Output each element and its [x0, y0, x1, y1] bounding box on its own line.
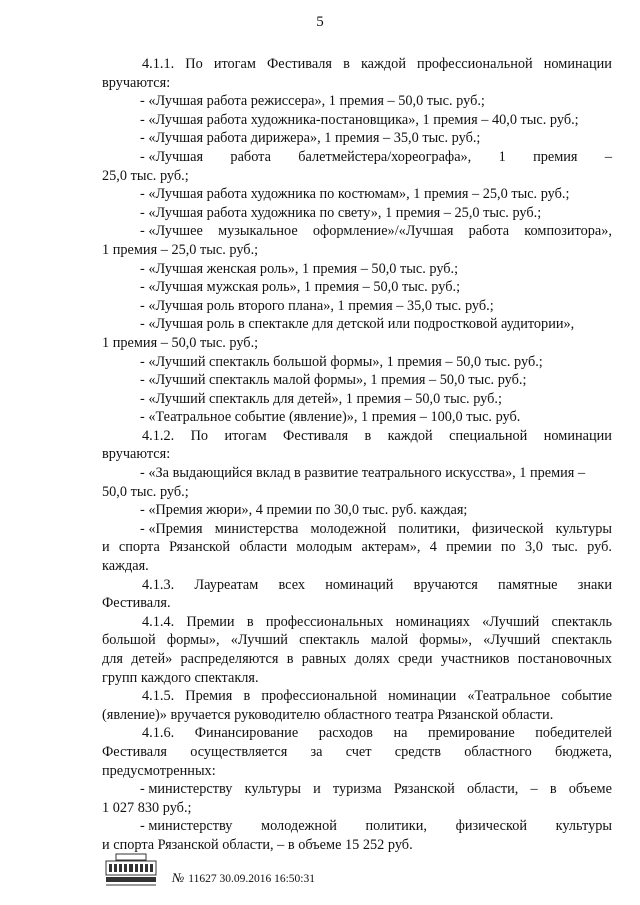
word: политики, — [398, 520, 460, 537]
word: вручаются — [413, 576, 478, 593]
page-number: 5 — [316, 14, 324, 30]
word: Финансирование — [194, 725, 299, 742]
word: долях — [354, 651, 390, 667]
word: «Театральное — [467, 688, 551, 705]
list-item: - «Лучшая роль второго плана», 1 премия – 35,0 тыс. руб.; — [140, 297, 494, 314]
word: По — [190, 427, 209, 444]
word: профессиональных — [265, 613, 384, 630]
word: в — [243, 688, 251, 705]
word: итогам — [213, 56, 256, 72]
list-item: - «Лучшая женская роль», 1 премия – 50,0 тыс. руб.; — [140, 260, 459, 277]
word: в — [286, 651, 294, 667]
word: номинации — [543, 56, 612, 72]
word: молодежной — [310, 520, 387, 537]
word: номинации — [543, 427, 612, 444]
word: детей» — [131, 651, 173, 667]
list-item: - «Лучшая работа художника по свету», 1 премия – 25,0 тыс. руб.; — [140, 204, 542, 221]
word: композитора», — [524, 223, 612, 240]
list-item: - «Лучшая работа художника по костюмам», 1 премия – 25,0 тыс. руб.; — [140, 186, 570, 203]
word: молодежной — [261, 818, 337, 835]
word: каждой — [387, 427, 433, 444]
word: – — [530, 781, 538, 798]
word: Лауреатам — [194, 576, 259, 593]
word: счет — [345, 743, 372, 760]
paragraph-4-1-4-line3 — [102, 650, 612, 669]
list-item-music-cont: 1 премия – 25,0 тыс. руб.; — [102, 241, 259, 258]
word: спектакль — [551, 613, 612, 630]
registration-number-date: 11627 30.09.2016 16:50:31 — [188, 873, 315, 885]
word: культуры — [555, 818, 612, 835]
word: постановочных — [517, 651, 612, 667]
word: культуры — [555, 520, 612, 537]
list-item-jury: - «Премия жюри», 4 премии по 30,0 тыс. руб. каждая; — [140, 502, 468, 519]
word: Фестиваля — [267, 56, 333, 72]
paragraph-4-1-2-cont: вручаются: — [102, 446, 171, 463]
registration-footer — [102, 852, 522, 892]
word: за — [310, 743, 323, 760]
word: - «Премия — [140, 520, 203, 537]
word: профессиональной — [261, 688, 377, 705]
list-item-youth-ministry — [102, 817, 612, 836]
paragraph-4-1-4-first-line — [102, 613, 612, 632]
paragraph-4-1-5-first-line — [102, 687, 612, 706]
list-item-youth-ministry-cont: и спорта Рязанской области, – в объеме 15 252 руб. — [102, 836, 413, 853]
list-item-music — [102, 222, 612, 241]
word: формы», — [166, 632, 220, 649]
word: физической — [472, 520, 544, 537]
list-item-contribution: - «За выдающийся вклад в развитие театрального искусства», 1 премия – — [140, 465, 586, 482]
paragraph-4-1-6-line3: предусмотренных: — [102, 762, 216, 779]
document-stamp-logo-icon — [102, 852, 160, 888]
word: номинаций — [325, 576, 394, 593]
list-item: - «Лучший спектакль для детей», 1 премия – 50,0 тыс. руб.; — [140, 390, 502, 407]
word: 4.1.1. — [142, 56, 175, 72]
word: области — [239, 539, 288, 556]
list-item: - «Лучший спектакль большой формы», 1 премия – 50,0 тыс. руб.; — [140, 353, 543, 370]
word: на — [393, 725, 408, 742]
paragraph-4-1-3-cont: Фестиваля. — [102, 595, 171, 612]
list-item-ministry — [102, 520, 612, 539]
word: по — [500, 539, 516, 556]
number-sign: № — [172, 870, 185, 885]
word: культуры — [244, 781, 301, 798]
word: оформление»/«Лучшая — [312, 223, 454, 240]
paragraph-4-1-6-first-line — [102, 724, 612, 743]
word: участников — [440, 651, 510, 667]
word: – — [604, 148, 612, 165]
word: равных — [301, 651, 347, 667]
paragraph-4-1-4-cont: групп каждого спектакля. — [102, 669, 259, 686]
word: спектакль — [299, 632, 360, 649]
word: 1 — [498, 148, 506, 165]
word: работа — [230, 148, 271, 165]
paragraph-4-1-2-first-line — [102, 427, 612, 446]
list-item-contribution-cont: 50,0 тыс. руб.; — [102, 483, 189, 500]
word: министерства — [214, 520, 299, 537]
list-item-ballet-cont: 25,0 тыс. руб.; — [102, 167, 189, 184]
word: Фестиваля — [283, 427, 349, 444]
word: и — [102, 539, 110, 556]
word: молодым — [296, 539, 353, 556]
word: бюджета, — [555, 743, 612, 760]
word: Премии — [186, 613, 235, 630]
word: областного — [464, 743, 532, 760]
word: тыс. — [552, 539, 578, 556]
word: балетмейстера/хореографа», — [298, 148, 472, 165]
paragraph-4-1-3-first-line — [102, 576, 612, 595]
word: 4.1.3. — [142, 576, 175, 593]
word: работа — [468, 223, 510, 240]
document-body — [102, 55, 612, 855]
word: среди — [398, 651, 433, 667]
word: премии — [446, 539, 492, 556]
word: - министерству — [140, 818, 233, 835]
word: знаки — [577, 576, 612, 593]
paragraph-4-1-4-line2 — [102, 631, 612, 650]
word: итогам — [224, 427, 267, 444]
paragraph-4-1-5-cont: (явление)» вручается руководителю областного театра Рязанской области. — [102, 706, 554, 723]
word: каждой — [360, 56, 406, 72]
word: 4.1.5. — [142, 688, 175, 705]
word: туризма — [332, 781, 382, 798]
list-item: - «Лучший спектакль малой формы», 1 премия – 50,0 тыс. руб.; — [140, 372, 527, 389]
word: в — [246, 613, 254, 630]
word: в — [364, 427, 372, 444]
list-item: - «Театральное событие (явление)», 1 премия – 100,0 тыс. руб. — [140, 409, 521, 426]
paragraph-4-1-1-cont: вручаются: — [102, 74, 171, 91]
word: 4 — [429, 539, 437, 556]
list-item-culture-ministry-cont: 1 027 830 руб.; — [102, 799, 192, 816]
word: актерам», — [361, 539, 421, 556]
word: событие — [561, 688, 612, 705]
word: Рязанской — [169, 539, 231, 556]
list-item: - «Лучшая мужская роль», 1 премия – 50,0 тыс. руб.; — [140, 279, 461, 296]
word: 3,0 — [524, 539, 543, 556]
word: специальной — [449, 427, 528, 444]
word: для — [102, 651, 123, 667]
word: 4.1.6. — [142, 725, 175, 742]
paragraph-4-1-6-line2 — [102, 743, 612, 762]
word: политики, — [365, 818, 427, 835]
word: победителей — [535, 725, 612, 742]
word: Премия — [185, 688, 233, 705]
word: «Лучший — [230, 632, 288, 649]
word: Фестиваля — [102, 743, 167, 760]
word: области, — [466, 781, 519, 798]
list-item: - «Лучшая работа дирижера», 1 премия – 35,0 тыс. руб.; — [140, 130, 481, 147]
word: По — [185, 56, 203, 72]
word: всех — [278, 576, 306, 593]
list-item: - «Лучшая работа режиссера», 1 премия – 50,0 тыс. руб.; — [140, 93, 485, 110]
word: распределяются — [180, 651, 279, 667]
list-item-youth-cont: 1 премия – 50,0 тыс. руб.; — [102, 334, 259, 351]
word: большой — [102, 632, 156, 649]
word: премирование — [427, 725, 515, 742]
list-item-culture-ministry — [102, 780, 612, 799]
word: в — [549, 781, 557, 798]
list-item-ministry-line2 — [102, 538, 612, 557]
word: физической — [455, 818, 528, 835]
word: руб. — [587, 539, 612, 556]
word: номинации — [388, 688, 457, 705]
word: - «Лучшая — [140, 148, 204, 165]
word: малой — [370, 632, 409, 649]
list-item-ministry-cont: каждая. — [102, 558, 149, 575]
word: 4.1.2. — [142, 427, 175, 444]
list-item-youth: - «Лучшая роль в спектакле для детской или подростковой аудитории», — [140, 316, 575, 333]
word: - министерству — [140, 781, 233, 798]
word: спектакль — [551, 632, 612, 649]
list-item-ballet — [102, 148, 612, 167]
registration-stamp — [172, 870, 315, 886]
word: Рязанской — [393, 781, 455, 798]
word: формы», — [419, 632, 472, 649]
word: профессиональной — [417, 56, 533, 72]
list-item: - «Лучшая работа художника-постановщика», 1 премия – 40,0 тыс. руб.; — [140, 111, 579, 128]
word: памятные — [498, 576, 558, 593]
word: - «Лучшее — [140, 223, 203, 240]
paragraph-4-1-1-first-line — [102, 55, 612, 74]
word: и — [313, 781, 321, 798]
word: «Лучший — [482, 613, 540, 630]
word: объеме — [568, 781, 612, 798]
word: расходов — [318, 725, 373, 742]
word: в — [343, 56, 350, 72]
word: музыкальное — [218, 223, 298, 240]
word: осуществляется — [190, 743, 288, 760]
word: номинациях — [395, 613, 470, 630]
word: спорта — [118, 539, 160, 556]
word: «Лучший — [483, 632, 541, 649]
word: премия — [533, 148, 578, 165]
word: 4.1.4. — [142, 613, 175, 630]
word: средств — [394, 743, 442, 760]
